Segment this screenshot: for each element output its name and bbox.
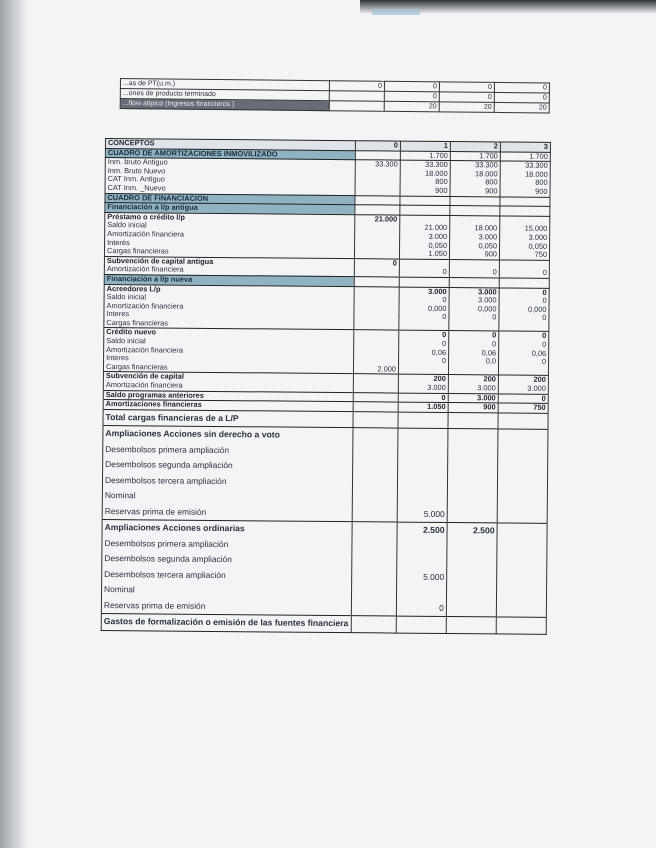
row-label: Subvención de capital xyxy=(103,372,353,383)
cell-value xyxy=(352,506,398,522)
cell-value: 0 xyxy=(499,341,549,350)
cell-value: 33.300 xyxy=(400,160,450,170)
row-label: ...flow atipico (Ingresos financieros ) xyxy=(120,99,329,111)
cell-value: 750 xyxy=(498,403,548,413)
table-row xyxy=(101,614,546,634)
cell-value: 0,050 xyxy=(449,242,499,251)
cell-value: 20 xyxy=(439,102,494,113)
row-label: CONCEPTOS xyxy=(105,139,355,151)
cell-value: 0 xyxy=(398,357,448,366)
cell-value: 0 xyxy=(449,268,499,278)
row-label: Reservas prima de emisión xyxy=(102,504,352,522)
cell-value xyxy=(354,295,400,304)
cell-value xyxy=(354,241,400,250)
cell-value xyxy=(329,91,384,102)
cell-value: 0,050 xyxy=(499,242,549,251)
cell-value xyxy=(353,312,399,321)
row-label: Amortización financiera xyxy=(104,302,354,313)
cell-value: 33.300 xyxy=(355,160,401,169)
cell-value: 900 xyxy=(500,187,550,197)
row-label: Préstamo o crédito l/p xyxy=(105,212,355,223)
cell-value: 2.000 xyxy=(353,365,399,374)
cell-value xyxy=(351,584,397,600)
cell-value xyxy=(398,428,448,444)
cell-value: 900 xyxy=(400,187,450,197)
cell-value xyxy=(496,601,546,617)
cell-value xyxy=(353,321,399,330)
cell-value: 0 xyxy=(499,331,549,341)
cell-value: 33.300 xyxy=(450,161,500,171)
row-label: Cargas financieras xyxy=(104,319,354,330)
cell-value: 3.000 xyxy=(399,287,449,297)
cell-value: 0 xyxy=(355,141,401,151)
cell-value: 0 xyxy=(399,296,449,305)
cell-value xyxy=(496,617,546,634)
cell-value xyxy=(447,554,497,570)
cell-value: 200 xyxy=(448,375,498,385)
cell-value xyxy=(352,475,398,491)
cell-value: 0,0 xyxy=(448,357,498,366)
cell-value: 18.000 xyxy=(450,224,500,233)
cell-value: 0,06 xyxy=(449,349,499,358)
paper-tag xyxy=(372,9,420,15)
cell-value: 0 xyxy=(499,297,549,306)
row-label: CAT Inm. Antiguo xyxy=(105,175,355,186)
row-label: Desembolsos tercera ampliación xyxy=(102,567,352,585)
row-label: Inm. Bruto Nuevo xyxy=(105,167,355,178)
cell-value: 5.000 xyxy=(397,569,447,585)
cell-value: 0 xyxy=(439,82,494,93)
row-label: Gastos de formalización o emisión de las fuentes financiera xyxy=(101,614,351,633)
row-label: Crédito nuevo xyxy=(104,328,354,339)
cell-value xyxy=(497,523,547,539)
cell-value: 3.000 xyxy=(498,384,548,394)
cell-value xyxy=(352,522,398,538)
cell-value xyxy=(351,553,397,569)
cell-value: 0,06 xyxy=(499,349,549,358)
page-shadow xyxy=(0,0,28,848)
cell-value: 21.000 xyxy=(354,214,400,223)
row-label: Acreedores L/p xyxy=(104,284,354,295)
cell-value: 0 xyxy=(449,340,499,349)
cell-value xyxy=(448,412,498,429)
cell-value xyxy=(399,277,449,287)
cell-value xyxy=(354,224,400,233)
cell-value: 18.000 xyxy=(400,169,450,178)
cell-value: 3.000 xyxy=(449,296,499,305)
row-label: Saldo programas anteriores xyxy=(103,390,353,402)
cell-value xyxy=(498,445,548,461)
row-label: Total cargas financieras de a L/P xyxy=(103,409,353,428)
financing-table xyxy=(101,138,551,635)
cell-value: 0 xyxy=(329,81,384,92)
cell-value xyxy=(447,570,497,586)
cell-value: 1.700 xyxy=(400,151,450,161)
cell-value xyxy=(398,460,448,476)
cell-value xyxy=(446,601,496,617)
row-label: Desembolsos segunda ampliación xyxy=(102,551,352,569)
cell-value xyxy=(351,600,397,616)
cell-value xyxy=(353,383,399,392)
cell-value: 0 xyxy=(449,331,499,341)
cell-value xyxy=(351,538,397,554)
cell-value xyxy=(498,413,548,430)
row-label: Ampliaciones Acciones sin derecho a voto xyxy=(103,426,353,444)
cell-value xyxy=(447,491,497,507)
cell-value: 0,000 xyxy=(399,304,449,313)
cell-value xyxy=(498,429,548,445)
cell-value xyxy=(450,206,500,216)
cell-value xyxy=(499,278,549,288)
cell-value xyxy=(448,445,498,461)
row-label: Ampliaciones Acciones ordinarias xyxy=(102,520,352,538)
cell-value xyxy=(353,348,399,357)
row-label: Nominal xyxy=(102,488,352,506)
cell-value xyxy=(351,569,397,585)
cell-value xyxy=(397,475,447,491)
row-label: Financiación a l/p antigua xyxy=(105,203,355,215)
row-label: Amortización financiera xyxy=(105,230,355,241)
row-label: CAT Inm. _Nuevo xyxy=(105,184,355,195)
cell-value xyxy=(354,304,400,313)
cell-value xyxy=(352,459,398,475)
cell-value xyxy=(354,267,400,276)
row-label: Desembolsos tercera ampliación xyxy=(102,473,352,491)
row-label: Subvención de capital antigua xyxy=(104,256,354,267)
cell-value xyxy=(397,554,447,570)
row-label: ...as de PT(u.m.) xyxy=(120,79,329,91)
cell-value: 800 xyxy=(400,178,450,187)
cell-value xyxy=(353,339,399,348)
cell-value: 800 xyxy=(500,179,550,188)
cell-value xyxy=(450,196,500,206)
cell-value: 0,000 xyxy=(449,305,499,314)
cell-value xyxy=(355,178,401,187)
cell-value xyxy=(497,492,547,508)
row-label: Desembolsos segunda ampliación xyxy=(103,457,353,475)
cell-value: 2 xyxy=(450,142,500,152)
cell-value: 0 xyxy=(498,358,548,367)
cell-value xyxy=(355,186,401,195)
cell-value: 0 xyxy=(399,313,449,322)
cell-value xyxy=(449,277,499,287)
cell-value xyxy=(447,539,497,555)
cell-value: 18.000 xyxy=(500,170,550,179)
row-label: Interes xyxy=(104,310,354,321)
cell-value: 2.500 xyxy=(397,522,447,538)
cell-value xyxy=(496,586,546,602)
cell-value: 0 xyxy=(399,340,449,349)
cell-value xyxy=(353,402,399,412)
cell-value: 3.000 xyxy=(448,393,498,403)
cell-value xyxy=(497,555,547,571)
row-label: Cargas financieras xyxy=(103,363,353,374)
cell-value: 0 xyxy=(439,92,494,103)
cell-value: 2.500 xyxy=(447,523,497,539)
cell-value: 3 xyxy=(500,142,550,152)
row-label: Saldo inicial xyxy=(104,293,354,304)
cell-value xyxy=(396,585,446,601)
cell-value: 3.000 xyxy=(500,233,550,242)
cell-value: 0 xyxy=(384,81,439,92)
cell-value xyxy=(353,392,399,402)
cell-value: 750 xyxy=(499,251,549,261)
cell-value xyxy=(400,196,450,206)
cell-value: 800 xyxy=(450,178,500,187)
cell-value xyxy=(352,411,398,428)
cell-value: 0 xyxy=(449,313,499,322)
cell-value xyxy=(497,539,547,555)
cell-value: 0,06 xyxy=(399,348,449,357)
cell-value xyxy=(354,277,400,287)
cell-value xyxy=(353,374,399,383)
cell-value: 3.000 xyxy=(450,233,500,242)
cell-value xyxy=(447,476,497,492)
cell-value: 0 xyxy=(399,268,449,278)
cell-value xyxy=(354,286,400,295)
row-label: Cargas financieras xyxy=(104,247,354,258)
cell-value: 0 xyxy=(384,91,439,102)
cell-value: 20 xyxy=(384,101,439,112)
cell-value: 900 xyxy=(448,403,498,413)
cell-value: 20 xyxy=(494,102,549,113)
row-label: Amortización financiera xyxy=(104,346,354,357)
cell-value xyxy=(329,101,384,112)
cell-value xyxy=(354,195,400,205)
cell-value xyxy=(396,616,446,633)
cell-value: 21.000 xyxy=(400,224,450,233)
cell-value: 200 xyxy=(398,375,448,385)
cell-value: 3.000 xyxy=(448,384,498,394)
row-label: Reservas prima de emisión xyxy=(101,598,351,616)
cell-value xyxy=(397,538,447,554)
cell-value: 0 xyxy=(494,82,549,93)
cell-value xyxy=(353,330,399,339)
cell-value: 3.000 xyxy=(398,384,448,394)
row-label: Nominal xyxy=(101,582,351,600)
cell-value: 3.000 xyxy=(400,233,450,242)
cell-value: 0 xyxy=(494,92,549,103)
row-label: Interes xyxy=(104,354,354,365)
row-label: ...ones de producto terminado xyxy=(120,89,329,101)
cell-value xyxy=(352,444,398,460)
cell-value: 0 xyxy=(398,393,448,403)
cell-value xyxy=(500,206,550,216)
cell-value xyxy=(498,461,548,477)
cell-value xyxy=(500,197,550,207)
cell-value xyxy=(352,490,398,506)
cell-value: 15.000 xyxy=(500,225,550,234)
cell-value xyxy=(448,429,498,445)
cell-value xyxy=(400,205,450,215)
cell-value xyxy=(354,249,400,258)
cell-value: 1.050 xyxy=(399,250,449,260)
cell-value: 900 xyxy=(450,187,500,197)
cell-value xyxy=(397,491,447,507)
row-label: Amortizaciones financieras xyxy=(103,400,353,412)
cell-value xyxy=(351,616,397,633)
cell-value xyxy=(355,169,401,178)
cell-value: 0,000 xyxy=(499,305,549,314)
cell-value xyxy=(448,460,498,476)
cell-value xyxy=(497,507,547,523)
cell-value: 0 xyxy=(499,314,549,323)
cell-value: 0 xyxy=(499,287,549,297)
cell-value: 200 xyxy=(498,375,548,385)
row-label: Inm. bruto Antiguo xyxy=(105,158,355,169)
cell-value xyxy=(447,507,497,523)
cell-value xyxy=(446,585,496,601)
cell-value: 1 xyxy=(400,141,450,151)
cell-value xyxy=(398,444,448,460)
row-label: CUADRO DE FINANCIACION xyxy=(105,193,355,205)
cell-value xyxy=(398,412,448,429)
cell-value: 5.000 xyxy=(397,506,447,522)
cell-value: 18.000 xyxy=(450,170,500,179)
cell-value: 0 xyxy=(396,600,446,616)
cell-value: 1.700 xyxy=(450,151,500,161)
cell-value: 1.050 xyxy=(398,402,448,412)
cell-value xyxy=(497,476,547,492)
cell-value xyxy=(497,570,547,586)
cell-value: 0,050 xyxy=(399,241,449,250)
row-label: Interés xyxy=(105,239,355,250)
cell-value: 0 xyxy=(354,258,400,267)
row-label: Saldo inicial xyxy=(104,337,354,348)
row-label: Desembolsos primera ampliación xyxy=(102,536,352,554)
cell-value xyxy=(446,617,496,634)
cell-value xyxy=(354,232,400,241)
cell-value xyxy=(354,205,400,215)
cell-value: 3.000 xyxy=(449,287,499,297)
row-label: Amortización financiera xyxy=(103,381,353,392)
row-label: Financiación a l/p nueva xyxy=(104,274,354,286)
cell-value: 0 xyxy=(499,269,549,279)
row-label: CUADRO DE AMORTIZACIONES INMOVILIZADO xyxy=(105,148,355,160)
row-label: Desembolsos primera ampliación xyxy=(103,442,353,460)
cell-value: 900 xyxy=(449,250,499,260)
row-label: Amortización financiera xyxy=(104,265,354,276)
cell-value: 0 xyxy=(498,394,548,404)
row-label: Saldo inicial xyxy=(105,221,355,232)
cell-value xyxy=(352,428,398,444)
top-table xyxy=(120,78,550,114)
cell-value: 33.300 xyxy=(500,161,550,171)
cell-value: 1.700 xyxy=(500,152,550,162)
cell-value: 0 xyxy=(399,331,449,341)
